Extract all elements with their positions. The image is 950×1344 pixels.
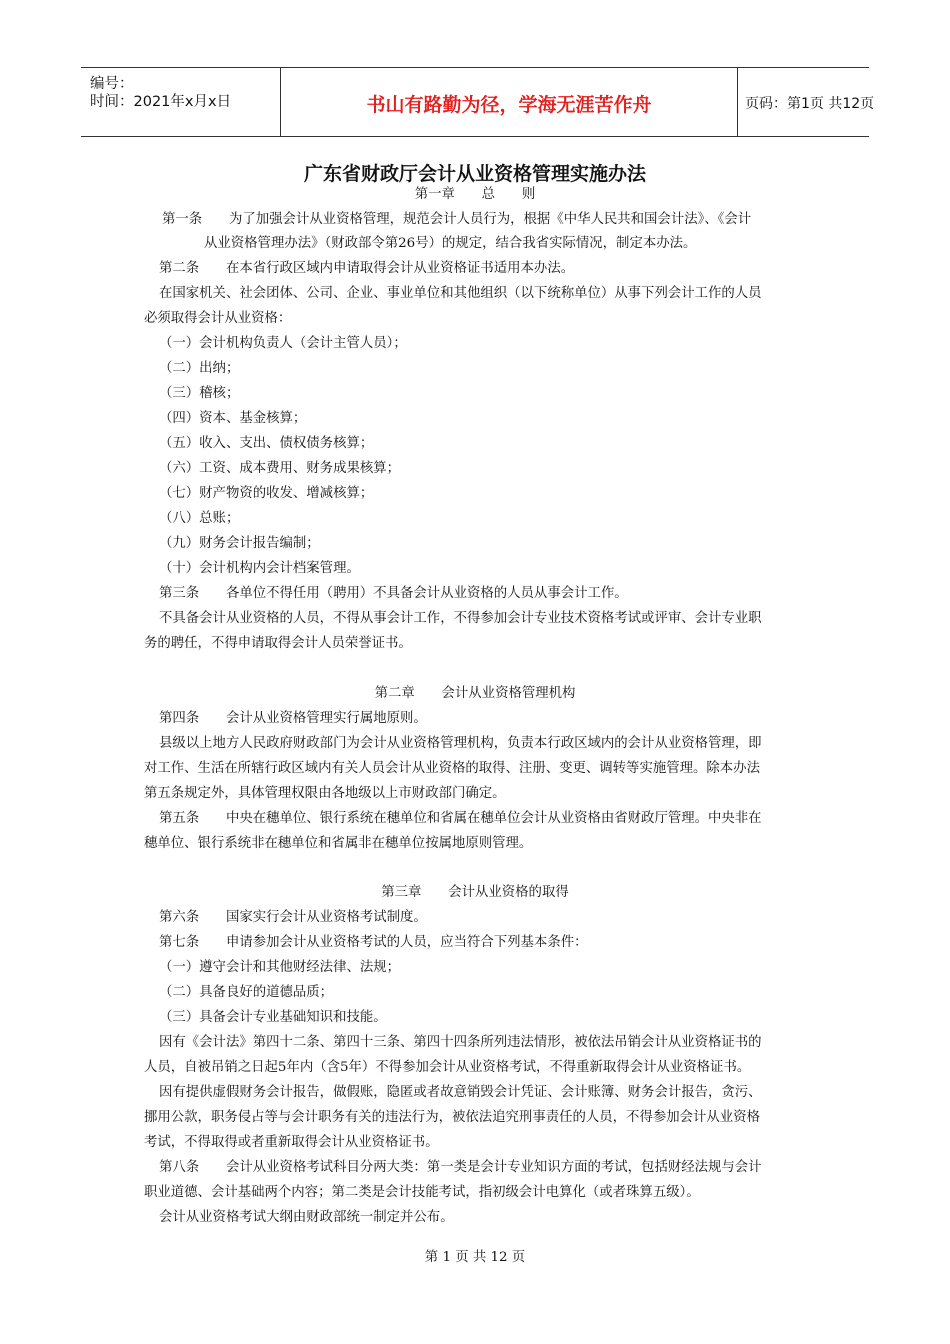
paragraph-line: 县级以上地方人民政府财政部门为会计从业资格管理机构，负责本行政区域内的会计从业资格管理，即 <box>159 736 762 751</box>
list-item: （七）财产物资的收发、增减核算； <box>159 486 374 501</box>
document-title: 广东省财政厅会计从业资格管理实施办法 <box>303 163 646 185</box>
number-label: 编号： <box>90 76 134 92</box>
list-item: （五）收入、支出、债权债务核算； <box>159 436 374 451</box>
paragraph-line: 从业资格管理办法》（财政部令第26号）的规定，结合我省实际情况，制定本办法。 <box>204 236 697 251</box>
paragraph-line: 因有《会计法》第四十二条、第四十三条、第四十四条所列违法情形，被依法吊销会计从业资格证书的 <box>159 1035 762 1050</box>
paragraph-line: 考试，不得取得或者重新取得会计从业资格证书。 <box>144 1135 439 1150</box>
paragraph-line: 职业道德、会计基础两个内容；第二类是会计技能考试，指初级会计电算化（或者珠算五级）。 <box>144 1185 700 1200</box>
list-item: （二）具备良好的道德品质； <box>159 985 334 1000</box>
chapter-heading: 第二章 会计从业资格管理机构 <box>374 686 576 701</box>
paragraph-line: 第四条 会计从业资格管理实行属地原则。 <box>159 711 427 726</box>
header-meta-cell <box>81 68 280 136</box>
list-item: （一）会计机构负责人（会计主管人员）； <box>159 336 407 351</box>
list-item: （六）工资、成本费用、财务成果核算； <box>159 461 401 476</box>
paragraph-line: 第三条 各单位不得任用（聘用）不具备会计从业资格的人员从事会计工作。 <box>159 586 628 601</box>
header-motto-cell <box>280 68 738 136</box>
paragraph-line: 因有提供虚假财务会计报告，做假账，隐匿或者故意销毁会计凭证、会计账簿、财务会计报告，贪污、 <box>159 1085 762 1100</box>
list-item: （一）遵守会计和其他财经法律、法规； <box>159 960 401 975</box>
list-item: （三）稽核； <box>159 386 240 401</box>
header-table <box>81 67 875 137</box>
paragraph-line: 穗单位、银行系统非在穗单位和省属非在穗单位按属地原则管理。 <box>144 836 533 851</box>
paragraph-line: 第七条 申请参加会计从业资格考试的人员，应当符合下列基本条件： <box>159 935 588 950</box>
paragraph-line: 人员，自被吊销之日起5年内（含5年）不得参加会计从业资格考试，不得重新取得会计从业资格证书。 <box>144 1060 751 1075</box>
paragraph-line: 第五条规定外，具体管理权限由各地级以上市财政部门确定。 <box>144 786 506 801</box>
page-footer: 第 1 页 共 12 页 <box>424 1250 526 1265</box>
chapter-heading: 第一章 总 则 <box>414 187 536 202</box>
list-item: （九）财务会计报告编制； <box>159 536 320 551</box>
list-item: （十）会计机构内会计档案管理。 <box>159 561 360 576</box>
chapter-heading: 第三章 会计从业资格的取得 <box>381 885 569 900</box>
list-item: （三）具备会计专业基础知识和技能。 <box>159 1010 387 1025</box>
paragraph-line: 第一条 为了加强会计从业资格管理，规范会计人员行为，根据《中华人民共和国会计法》、《会计 <box>162 212 752 227</box>
paragraph-line: 务的聘任，不得申请取得会计人员荣誉证书。 <box>144 636 412 651</box>
paragraph-line: 挪用公款，职务侵占等与会计职务有关的违法行为，被依法追究刑事责任的人员，不得参加会计从业资格 <box>144 1110 760 1125</box>
header-page-cell <box>737 68 875 136</box>
paragraph-line: 第八条 会计从业资格考试科目分两大类：第一类是会计专业知识方面的考试，包括财经法规与会计 <box>159 1160 762 1175</box>
date-label: 时间：2021年x月x日 <box>90 94 232 110</box>
paragraph-line: 在国家机关、社会团体、公司、企业、事业单位和其他组织（以下统称单位）从事下列会计工作的人员 <box>159 286 762 301</box>
motto-text: 书山有路勤为径，学海无涯苦作舟 <box>366 94 652 116</box>
paragraph-line: 第五条 中央在穗单位、银行系统在穗单位和省属在穗单位会计从业资格由省财政厅管理。中央非在 <box>159 811 762 826</box>
paragraph-line: 第六条 国家实行会计从业资格考试制度。 <box>159 910 427 925</box>
page-label: 页码：第1页 共12页 <box>745 96 875 112</box>
paragraph-line: 会计从业资格考试大纲由财政部统一制定并公布。 <box>159 1210 454 1225</box>
list-item: （四）资本、基金核算； <box>159 411 307 426</box>
paragraph-line: 对工作、生活在所辖行政区域内有关人员会计从业资格的取得、注册、变更、调转等实施管理。除本办法 <box>144 761 760 776</box>
paragraph-line: 第二条 在本省行政区域内申请取得会计从业资格证书适用本办法。 <box>159 261 575 276</box>
list-item: （八）总账； <box>159 511 240 526</box>
list-item: （二）出纳； <box>159 361 240 376</box>
paragraph-line: 不具备会计从业资格的人员，不得从事会计工作，不得参加会计专业技术资格考试或评审、会计专业职 <box>159 611 762 626</box>
paragraph-line: 必须取得会计从业资格： <box>144 311 292 326</box>
